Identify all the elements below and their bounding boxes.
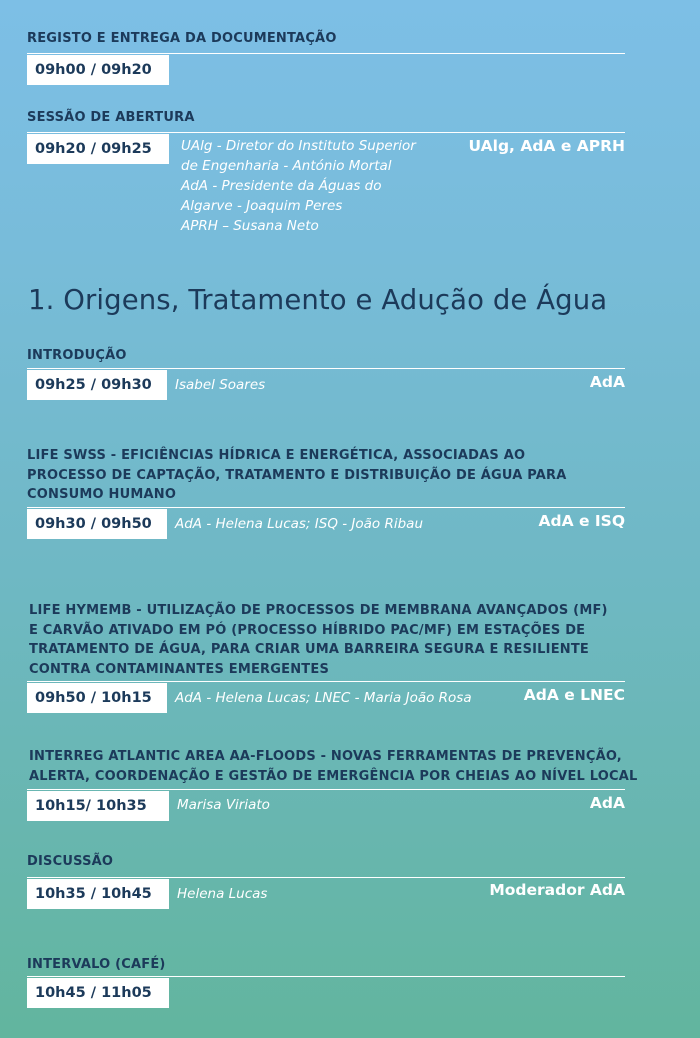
speaker-name: Marisa Viriato bbox=[177, 797, 270, 813]
divider bbox=[27, 507, 625, 508]
item-title-line: INTERREG ATLANTIC AREA AA-FLOODS - NOVAS FERRAMENTAS DE PREVENÇÃO, bbox=[29, 749, 622, 764]
speaker-line: UAlg - Diretor do Instituto Superior bbox=[181, 138, 416, 154]
organization-label: AdA e ISQ bbox=[538, 512, 625, 530]
item-title-line: CONSUMO HUMANO bbox=[27, 487, 177, 502]
time-badge: 09h20 / 09h25 bbox=[27, 134, 169, 164]
divider bbox=[27, 976, 625, 977]
item-title: DISCUSSÃO bbox=[27, 854, 114, 869]
time-badge: 09h50 / 10h15 bbox=[27, 683, 167, 713]
divider bbox=[27, 681, 625, 682]
divider bbox=[27, 53, 625, 54]
session-title-abertura: SESSÃO DE ABERTURA bbox=[27, 110, 195, 125]
item-title-line: LIFE HYMEMB - UTILIZAÇÃO DE PROCESSOS DE MEMBRANA AVANÇADOS (MF) bbox=[29, 603, 608, 618]
item-title-line: CONTRA CONTAMINANTES EMERGENTES bbox=[29, 661, 330, 677]
divider bbox=[27, 877, 625, 878]
item-title-line: PROCESSO DE CAPTAÇÃO, TRATAMENTO E DISTRIBUIÇÃO DE ÁGUA PARA bbox=[27, 467, 567, 483]
divider bbox=[27, 132, 625, 133]
speaker-line: de Engenharia - António Mortal bbox=[181, 158, 392, 174]
speaker-name: Helena Lucas bbox=[177, 886, 268, 902]
session-title-registo: REGISTO E ENTREGA DA DOCUMENTAÇÃO bbox=[27, 31, 337, 46]
speaker-line: Algarve - Joaquim Peres bbox=[181, 198, 343, 214]
organization-label: AdA e LNEC bbox=[523, 686, 625, 704]
organization-label: AdA bbox=[589, 794, 625, 812]
divider bbox=[27, 789, 625, 790]
time-badge: 10h15/ 10h35 bbox=[27, 791, 169, 821]
time-badge: 09h00 / 09h20 bbox=[27, 55, 169, 85]
item-title-line: E CARVÃO ATIVADO EM PÓ (PROCESSO HÍBRIDO PAC/MF) EM ESTAÇÕES DE bbox=[29, 622, 586, 638]
item-title: INTRODUÇÃO bbox=[27, 348, 127, 363]
section-heading: 1. Origens, Tratamento e Adução de Água bbox=[28, 284, 608, 316]
organization-label: Moderador AdA bbox=[489, 881, 625, 899]
item-title-line: TRATAMENTO DE ÁGUA, PARA CRIAR UMA BARREIRA SEGURA E RESILIENTE bbox=[29, 642, 589, 657]
speaker-line: APRH – Susana Neto bbox=[181, 218, 319, 234]
time-badge: 10h35 / 10h45 bbox=[27, 879, 169, 909]
divider bbox=[27, 368, 625, 369]
item-title-line: LIFE SWSS - EFICIÊNCIAS HÍDRICA E ENERGÉTICA, ASSOCIADAS AO bbox=[27, 448, 526, 463]
organization-label: UAlg, AdA e APRH bbox=[468, 137, 625, 155]
speaker-line: AdA - Presidente da Águas do bbox=[181, 178, 382, 194]
organization-label: AdA bbox=[589, 373, 625, 391]
time-badge: 09h25 / 09h30 bbox=[27, 370, 167, 400]
speaker-name: AdA - Helena Lucas; ISQ - João Ribau bbox=[175, 516, 423, 532]
time-badge: 09h30 / 09h50 bbox=[27, 509, 167, 539]
time-badge: 10h45 / 11h05 bbox=[27, 978, 169, 1008]
speaker-name: AdA - Helena Lucas; LNEC - Maria João Rosa bbox=[175, 690, 472, 706]
item-title: INTERVALO (CAFÉ) bbox=[27, 957, 166, 972]
item-title-line: ALERTA, COORDENAÇÃO E GESTÃO DE EMERGÊNCIA POR CHEIAS AO NÍVEL LOCAL bbox=[29, 768, 638, 784]
speaker-name: Isabel Soares bbox=[175, 377, 266, 393]
